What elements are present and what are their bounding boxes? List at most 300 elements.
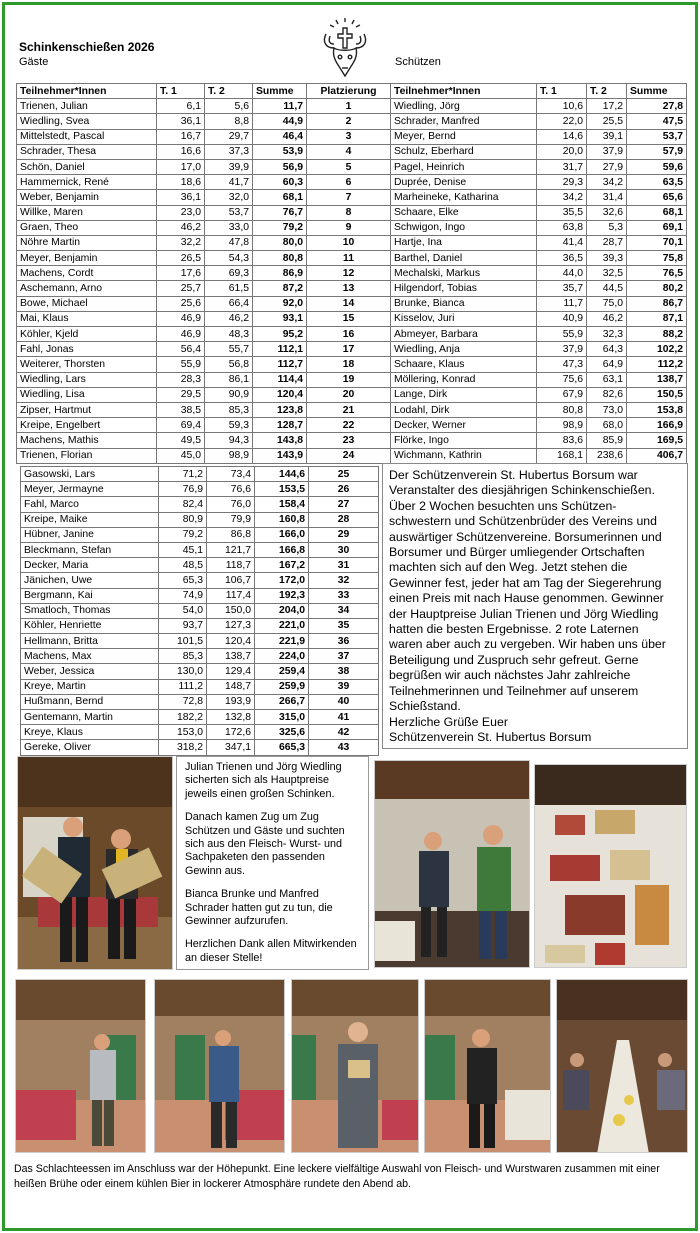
score-t1: 16,6 — [157, 144, 205, 159]
score-t1: 29,5 — [157, 387, 205, 402]
score-t1: 10,6 — [537, 99, 587, 114]
score-t2: 64,3 — [587, 342, 627, 357]
participant-name: Kisselov, Juri — [391, 311, 537, 326]
table-row — [17, 372, 307, 387]
participant-name: Duprée, Denise — [391, 175, 537, 190]
report-line: der Hauptpreise Julian Trienen und Jörg Wiedling — [389, 606, 659, 621]
score-sum: 92,0 — [253, 296, 307, 311]
score-t2: 79,9 — [207, 512, 255, 527]
score-t2: 5,3 — [587, 220, 627, 235]
score-t1: 101,5 — [159, 634, 207, 649]
score-t2: 33,0 — [205, 220, 253, 235]
placement-number: 4 — [307, 144, 391, 159]
score-t2: 138,7 — [207, 649, 255, 664]
score-t1: 35,7 — [537, 281, 587, 296]
table-row — [391, 296, 687, 311]
score-t1: 67,9 — [537, 387, 587, 402]
shooters-subtitle: Schützen — [395, 56, 441, 68]
participant-name: Wiedling, Anja — [391, 342, 537, 357]
participant-name: Wiedling, Jörg — [391, 99, 537, 114]
score-t2: 63,1 — [587, 372, 627, 387]
table-row — [21, 573, 379, 588]
table-row — [307, 99, 391, 114]
placement-number: 30 — [309, 542, 379, 557]
score-t1: 55,9 — [537, 327, 587, 342]
table-row — [307, 114, 391, 129]
participant-name: Weber, Benjamin — [17, 190, 157, 205]
participant-name: Gentemann, Martin — [21, 710, 159, 725]
participant-name: Bleckmann, Stefan — [21, 542, 159, 557]
score-sum: 88,2 — [627, 327, 687, 342]
placement-number: 27 — [309, 497, 379, 512]
report-line: Teilnehmerinnen und Teilnehmer auf unserem — [389, 683, 639, 698]
score-t2: 59,3 — [205, 418, 253, 433]
score-sum: 102,2 — [627, 342, 687, 357]
participant-name: Hammernick, René — [17, 175, 157, 190]
placement-number: 1 — [307, 99, 391, 114]
col-sum-header: Summe — [627, 84, 687, 99]
participant-name: Schaare, Klaus — [391, 357, 537, 372]
participant-name: Schulz, Eberhard — [391, 144, 537, 159]
placement-number: 34 — [309, 603, 379, 618]
table-row — [307, 190, 391, 205]
table-row — [391, 159, 687, 174]
score-t1: 65,3 — [159, 573, 207, 588]
placement-number: 28 — [309, 512, 379, 527]
score-sum: 57,9 — [627, 144, 687, 159]
table-row — [21, 482, 379, 497]
participant-name: Trienen, Florian — [17, 448, 157, 463]
col-name-header: Teilnehmer*Innen — [17, 84, 157, 99]
score-sum: 167,2 — [255, 558, 309, 573]
score-sum: 27,8 — [627, 99, 687, 114]
table-row — [21, 603, 379, 618]
score-t1: 23,0 — [157, 205, 205, 220]
score-sum: 86,9 — [253, 266, 307, 281]
score-t1: 153,0 — [159, 725, 207, 740]
score-t1: 76,9 — [159, 482, 207, 497]
placement-number: 8 — [307, 205, 391, 220]
score-t2: 85,9 — [587, 433, 627, 448]
score-sum: 59,6 — [627, 159, 687, 174]
report-line: Der Schützenverein St. Hubertus Borsum war — [389, 468, 638, 482]
score-t1: 36,5 — [537, 251, 587, 266]
score-sum: 259,9 — [255, 679, 309, 694]
participant-name: Machens, Max — [21, 649, 159, 664]
report-line: auswärtiger Schützenvereine. Borsumerinnen und — [389, 529, 662, 544]
score-t2: 47,8 — [205, 235, 253, 250]
participant-name: Wiedling, Lisa — [17, 387, 157, 402]
score-t2: 129,4 — [207, 664, 255, 679]
table-row — [391, 144, 687, 159]
score-t2: 148,7 — [207, 679, 255, 694]
table-row — [17, 114, 307, 129]
table-row — [391, 402, 687, 417]
table-row — [307, 281, 391, 296]
score-sum: 80,2 — [627, 281, 687, 296]
col-t1-header: T. 1 — [157, 84, 205, 99]
table-row — [21, 558, 379, 573]
guests-lower-table — [20, 466, 379, 756]
score-t1: 46,9 — [157, 311, 205, 326]
caption-paragraph: Herzlichen Dank allen Mitwirkenden an dieser Stelle! — [185, 938, 357, 964]
participant-name: Mechalski, Markus — [391, 266, 537, 281]
score-sum: 406,7 — [627, 448, 687, 463]
report-line: Gewinner fest, jeder hat am Tag der Siegerehrung — [389, 575, 662, 590]
participant-name: Brunke, Bianca — [391, 296, 537, 311]
table-row — [307, 144, 391, 159]
score-t1: 28,3 — [157, 372, 205, 387]
placement-number: 39 — [309, 679, 379, 694]
score-t1: 38,5 — [157, 402, 205, 417]
table-row — [17, 235, 307, 250]
table-row — [391, 281, 687, 296]
score-sum: 221,9 — [255, 634, 309, 649]
score-t1: 82,4 — [159, 497, 207, 512]
report-line: Herzliche Grüße Euer — [389, 714, 508, 729]
placement-number: 21 — [307, 402, 391, 417]
winner-photo-4 — [424, 979, 551, 1153]
table-row — [307, 205, 391, 220]
score-sum: 259,4 — [255, 664, 309, 679]
placement-number: 20 — [307, 387, 391, 402]
table-row — [17, 266, 307, 281]
score-t1: 32,2 — [157, 235, 205, 250]
participant-name: Meyer, Jermayne — [21, 482, 159, 497]
score-t1: 25,6 — [157, 296, 205, 311]
participant-name: Decker, Werner — [391, 418, 537, 433]
score-t1: 56,4 — [157, 342, 205, 357]
score-sum: 665,3 — [255, 740, 309, 755]
score-sum: 63,5 — [627, 175, 687, 190]
table-row — [307, 220, 391, 235]
score-t2: 75,0 — [587, 296, 627, 311]
score-sum: 80,0 — [253, 235, 307, 250]
score-t1: 168,1 — [537, 448, 587, 463]
participant-name: Zipser, Hartmut — [17, 402, 157, 417]
col-t1-header: T. 1 — [537, 84, 587, 99]
participant-name: Mai, Klaus — [17, 311, 157, 326]
score-sum: 69,1 — [627, 220, 687, 235]
placement-number: 42 — [309, 725, 379, 740]
table-row — [391, 327, 687, 342]
participant-name: Gereke, Oliver — [21, 740, 159, 755]
score-t1: 26,5 — [157, 251, 205, 266]
score-t1: 98,9 — [537, 418, 587, 433]
score-sum: 87,2 — [253, 281, 307, 296]
score-t2: 66,4 — [205, 296, 253, 311]
placement-number: 18 — [307, 357, 391, 372]
score-t1: 83,6 — [537, 433, 587, 448]
score-sum: 46,4 — [253, 129, 307, 144]
score-t2: 73,0 — [587, 402, 627, 417]
placement-number: 40 — [309, 694, 379, 709]
participant-name: Jänichen, Uwe — [21, 573, 159, 588]
placement-number: 24 — [307, 448, 391, 463]
table-row — [17, 281, 307, 296]
table-row — [21, 710, 379, 725]
participant-name: Lodahl, Dirk — [391, 402, 537, 417]
participant-name: Weber, Jessica — [21, 664, 159, 679]
participant-name: Aschemann, Arno — [17, 281, 157, 296]
table-row — [17, 402, 307, 417]
dinner-photo — [556, 979, 688, 1153]
score-sum: 112,2 — [627, 357, 687, 372]
score-sum: 11,7 — [253, 99, 307, 114]
score-sum: 53,7 — [627, 129, 687, 144]
table-row — [307, 418, 391, 433]
score-t2: 118,7 — [207, 558, 255, 573]
score-sum: 60,3 — [253, 175, 307, 190]
participant-name: Mittelstedt, Pascal — [17, 129, 157, 144]
score-sum: 221,0 — [255, 618, 309, 633]
score-t2: 41,7 — [205, 175, 253, 190]
table-row — [391, 357, 687, 372]
table-row — [17, 129, 307, 144]
guests-header-row — [17, 84, 307, 99]
report-text-box — [382, 463, 688, 749]
score-sum: 158,4 — [255, 497, 309, 512]
score-t1: 45,1 — [159, 542, 207, 557]
table-row — [307, 129, 391, 144]
participant-name: Schrader, Thesa — [17, 144, 157, 159]
participant-name: Machens, Cordt — [17, 266, 157, 281]
score-t2: 44,5 — [587, 281, 627, 296]
shooters-header-row — [391, 84, 687, 99]
score-sum: 138,7 — [627, 372, 687, 387]
placement-number: 5 — [307, 159, 391, 174]
score-t1: 63,8 — [537, 220, 587, 235]
placement-number: 41 — [309, 710, 379, 725]
placement-number: 11 — [307, 251, 391, 266]
participant-name: Graen, Theo — [17, 220, 157, 235]
table-row — [21, 527, 379, 542]
score-t2: 90,9 — [205, 387, 253, 402]
score-t1: 85,3 — [159, 649, 207, 664]
table-row — [391, 251, 687, 266]
score-t1: 17,0 — [157, 159, 205, 174]
score-sum: 47,5 — [627, 114, 687, 129]
participant-name: Abmeyer, Barbara — [391, 327, 537, 342]
table-row — [391, 311, 687, 326]
placement-number: 16 — [307, 327, 391, 342]
table-row — [391, 433, 687, 448]
score-t1: 54,0 — [159, 603, 207, 618]
score-sum: 172,0 — [255, 573, 309, 588]
table-row — [17, 448, 307, 463]
placement-number: 10 — [307, 235, 391, 250]
participant-name: Kreye, Klaus — [21, 725, 159, 740]
score-sum: 166,9 — [627, 418, 687, 433]
participant-name: Weiterer, Thorsten — [17, 357, 157, 372]
table-row — [307, 448, 391, 463]
score-t1: 74,9 — [159, 588, 207, 603]
table-row — [17, 357, 307, 372]
table-row — [391, 99, 687, 114]
placement-header-row — [307, 84, 391, 99]
participant-name: Möllering, Konrad — [391, 372, 537, 387]
score-t2: 61,5 — [205, 281, 253, 296]
participant-name: Hußmann, Bernd — [21, 694, 159, 709]
report-line: machten sich auf den Weg. Jetzt stehen die — [389, 560, 628, 575]
score-sum: 192,3 — [255, 588, 309, 603]
footer-text: Das Schlachteessen im Anschluss war der Höhepunkt. Eine leckere vielfältige Auswahl von Fleisch- und Wurstwaren zusammen mit einer heißen Brühe oder einem kühlen Bier in lockerer Atmosphäre rundete den Abend ab. — [14, 1163, 660, 1190]
col-t2-header: T. 2 — [205, 84, 253, 99]
participant-name: Smatloch, Thomas — [21, 603, 159, 618]
table-row — [17, 159, 307, 174]
score-sum: 70,1 — [627, 235, 687, 250]
col-t2-header: T. 2 — [587, 84, 627, 99]
participant-name: Trienen, Julian — [17, 99, 157, 114]
table-row — [21, 618, 379, 633]
report-line: begrüßen wir auch nächstes Jahr zahlreiche — [389, 668, 631, 683]
placement-number: 31 — [309, 558, 379, 573]
score-t2: 5,6 — [205, 99, 253, 114]
score-sum: 266,7 — [255, 694, 309, 709]
report-line: Schützenverein St. Hubertus Borsum — [389, 729, 592, 744]
placement-number: 26 — [309, 482, 379, 497]
table-row — [307, 296, 391, 311]
table-row — [21, 694, 379, 709]
placement-number: 33 — [309, 588, 379, 603]
table-row — [17, 387, 307, 402]
score-t1: 48,5 — [159, 558, 207, 573]
table-row — [307, 235, 391, 250]
score-t1: 93,7 — [159, 618, 207, 633]
score-t2: 82,6 — [587, 387, 627, 402]
report-line: schwestern und Schützenbrüder des Vereins und — [389, 514, 657, 529]
table-row — [307, 251, 391, 266]
score-sum: 325,6 — [255, 725, 309, 740]
score-t2: 120,4 — [207, 634, 255, 649]
winners-photo — [17, 756, 173, 970]
score-t1: 46,2 — [157, 220, 205, 235]
score-t2: 32,0 — [205, 190, 253, 205]
score-t1: 79,2 — [159, 527, 207, 542]
score-t2: 73,4 — [207, 467, 255, 482]
participant-name: Gasowski, Lars — [21, 467, 159, 482]
participant-name: Wiedling, Lars — [17, 372, 157, 387]
placement-number: 19 — [307, 372, 391, 387]
score-t2: 347,1 — [207, 740, 255, 755]
score-t1: 6,1 — [157, 99, 205, 114]
participant-name: Köhler, Kjeld — [17, 327, 157, 342]
score-t2: 85,3 — [205, 402, 253, 417]
report-line: Über 2 Wochen besuchten uns Schützen- — [389, 498, 617, 513]
table-row — [21, 649, 379, 664]
score-sum: 76,5 — [627, 266, 687, 281]
placement-number: 43 — [309, 740, 379, 755]
score-t2: 94,3 — [205, 433, 253, 448]
guests-table — [16, 83, 307, 464]
table-row — [391, 266, 687, 281]
placement-number: 35 — [309, 618, 379, 633]
participant-name: Hellmann, Britta — [21, 634, 159, 649]
table-row — [21, 512, 379, 527]
table-row — [391, 342, 687, 357]
participant-name: Willke, Maren — [17, 205, 157, 220]
participant-name: Meyer, Bernd — [391, 129, 537, 144]
participant-name: Marheineke, Katharina — [391, 190, 537, 205]
table-row — [17, 296, 307, 311]
score-t1: 22,0 — [537, 114, 587, 129]
report-line: hatten die besten Ergebnisse. 2 rote Laternen — [389, 622, 639, 637]
col-name-header: Teilnehmer*Innen — [391, 84, 537, 99]
score-sum: 76,7 — [253, 205, 307, 220]
score-t2: 32,5 — [587, 266, 627, 281]
score-t2: 32,3 — [587, 327, 627, 342]
score-t2: 86,8 — [207, 527, 255, 542]
score-t2: 117,4 — [207, 588, 255, 603]
score-t1: 47,3 — [537, 357, 587, 372]
score-sum: 75,8 — [627, 251, 687, 266]
score-t1: 72,8 — [159, 694, 207, 709]
score-t1: 71,2 — [159, 467, 207, 482]
score-sum: 150,5 — [627, 387, 687, 402]
score-sum: 87,1 — [627, 311, 687, 326]
score-sum: 114,4 — [253, 372, 307, 387]
participant-name: Bowe, Michael — [17, 296, 157, 311]
placement-number: 32 — [309, 573, 379, 588]
table-row — [307, 387, 391, 402]
score-t2: 37,3 — [205, 144, 253, 159]
report-line: Beteiligung und Zuspruch sehr gefreut. Gerne — [389, 652, 639, 667]
score-sum: 144,6 — [255, 467, 309, 482]
score-t1: 55,9 — [157, 357, 205, 372]
placement-number: 13 — [307, 281, 391, 296]
score-t1: 11,7 — [537, 296, 587, 311]
score-t1: 75,6 — [537, 372, 587, 387]
participant-name: Lange, Dirk — [391, 387, 537, 402]
score-t2: 8,8 — [205, 114, 253, 129]
table-row — [21, 740, 379, 755]
participant-name: Hilgendorf, Tobias — [391, 281, 537, 296]
score-t2: 76,6 — [207, 482, 255, 497]
table-row — [17, 220, 307, 235]
score-t1: 18,6 — [157, 175, 205, 190]
prize-table-photo — [534, 764, 687, 968]
score-t2: 39,9 — [205, 159, 253, 174]
score-sum: 315,0 — [255, 710, 309, 725]
table-row — [21, 542, 379, 557]
table-row — [17, 433, 307, 448]
score-sum: 80,8 — [253, 251, 307, 266]
report-line: waren aber auch zu vergeben. Wir haben uns über — [389, 637, 666, 652]
table-row — [21, 725, 379, 740]
participant-name: Kreipe, Engelbert — [17, 418, 157, 433]
score-t2: 39,1 — [587, 129, 627, 144]
shooters-table — [390, 83, 687, 464]
table-row — [17, 311, 307, 326]
score-t1: 29,3 — [537, 175, 587, 190]
table-row — [21, 664, 379, 679]
score-t1: 35,5 — [537, 205, 587, 220]
score-t2: 86,1 — [205, 372, 253, 387]
score-t2: 193,9 — [207, 694, 255, 709]
score-t1: 182,2 — [159, 710, 207, 725]
page-title: Schinkenschießen 2026 — [19, 40, 155, 54]
table-row — [391, 235, 687, 250]
score-t2: 55,7 — [205, 342, 253, 357]
participant-name: Decker, Maria — [21, 558, 159, 573]
table-row — [391, 448, 687, 463]
score-t1: 37,9 — [537, 342, 587, 357]
placement-number: 23 — [307, 433, 391, 448]
table-row — [17, 205, 307, 220]
table-row — [17, 418, 307, 433]
score-sum: 93,1 — [253, 311, 307, 326]
score-t1: 14,6 — [537, 129, 587, 144]
